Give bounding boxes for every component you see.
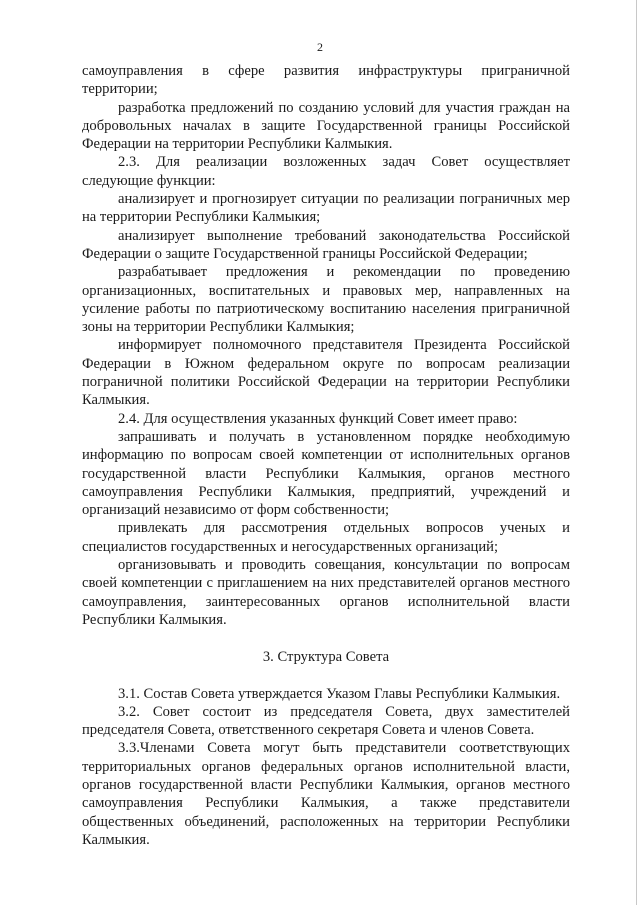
- paragraph: разработка предложений по созданию условий для участия граждан на добровольных началах в защите Государственной границы Российской Федерации на территории Республики Калмыкия.: [82, 99, 570, 153]
- paragraph: организовывать и проводить совещания, консультации по вопросам своей компетенции с приглашением на них представителей органов местного самоуправления, заинтересованных органов исполнительной власти Республики Калмыкия.: [82, 557, 570, 628]
- paragraph: 2.4. Для осуществления указанных функций Совет имеет право:: [118, 410, 518, 427]
- paragraph: запрашивать и получать в установленном порядке необходимую информацию по вопросам своей компетенции от исполнительных органов государственной власти Республики Калмыкия, органов местного самоуправления Республики Калмыкия, предприятий, учреждений и организаций независимо от форм собственности;: [82, 428, 570, 519]
- scan-edge: [636, 0, 637, 905]
- paragraph: привлекать для рассмотрения отдельных вопросов ученых и специалистов государственных и негосударственных организаций;: [82, 520, 570, 555]
- section-heading: 3. Структура Совета: [262, 649, 390, 666]
- paragraph: самоуправления в сфере развития инфраструктуры приграничной территории;: [82, 63, 570, 98]
- paragraph: анализирует выполнение требований законодательства Российской Федерации о защите Государственной границы Российской Федерации;: [82, 227, 570, 262]
- paragraph: разрабатывает предложения и рекомендации по проведению организационных, воспитательных и правовых мер, направленных на усиление работы по патриотическому воспитанию населения приграничной зоны на территории Республики Калмыкия;: [82, 264, 570, 336]
- paragraph: анализирует и прогнозирует ситуации по реализации пограничных мер на территории Республики Калмыкия;: [82, 191, 570, 226]
- paragraph: 2.3. Для реализации возложенных задач Совет осуществляет следующие функции:: [82, 154, 570, 189]
- paragraph: 3.1. Состав Совета утверждается Указом Главы Республики Калмыкия.: [118, 685, 561, 702]
- page-number: 2: [317, 40, 323, 54]
- document-body: [82, 62, 570, 849]
- paragraph: информирует полномочного представителя Президента Российской Федерации в Южном федеральном округе по вопросам реализации пограничной политики Российской Федерации на территории Республики Калмыкия.: [82, 337, 570, 409]
- paragraph: 3.3.Членами Совета могут быть представители соответствующих территориальных органов федеральных органов исполнительной власти, органов государственной власти Республики Калмыкия, органов местного самоуправления Республики Калмыкия, а также представители общественных объединений, расположенных на территории Республики Калмыкия.: [82, 740, 570, 848]
- paragraph: 3.2. Совет состоит из председателя Совета, двух заместителей председателя Совета, ответственного секретаря Совета и членов Совета.: [82, 703, 570, 739]
